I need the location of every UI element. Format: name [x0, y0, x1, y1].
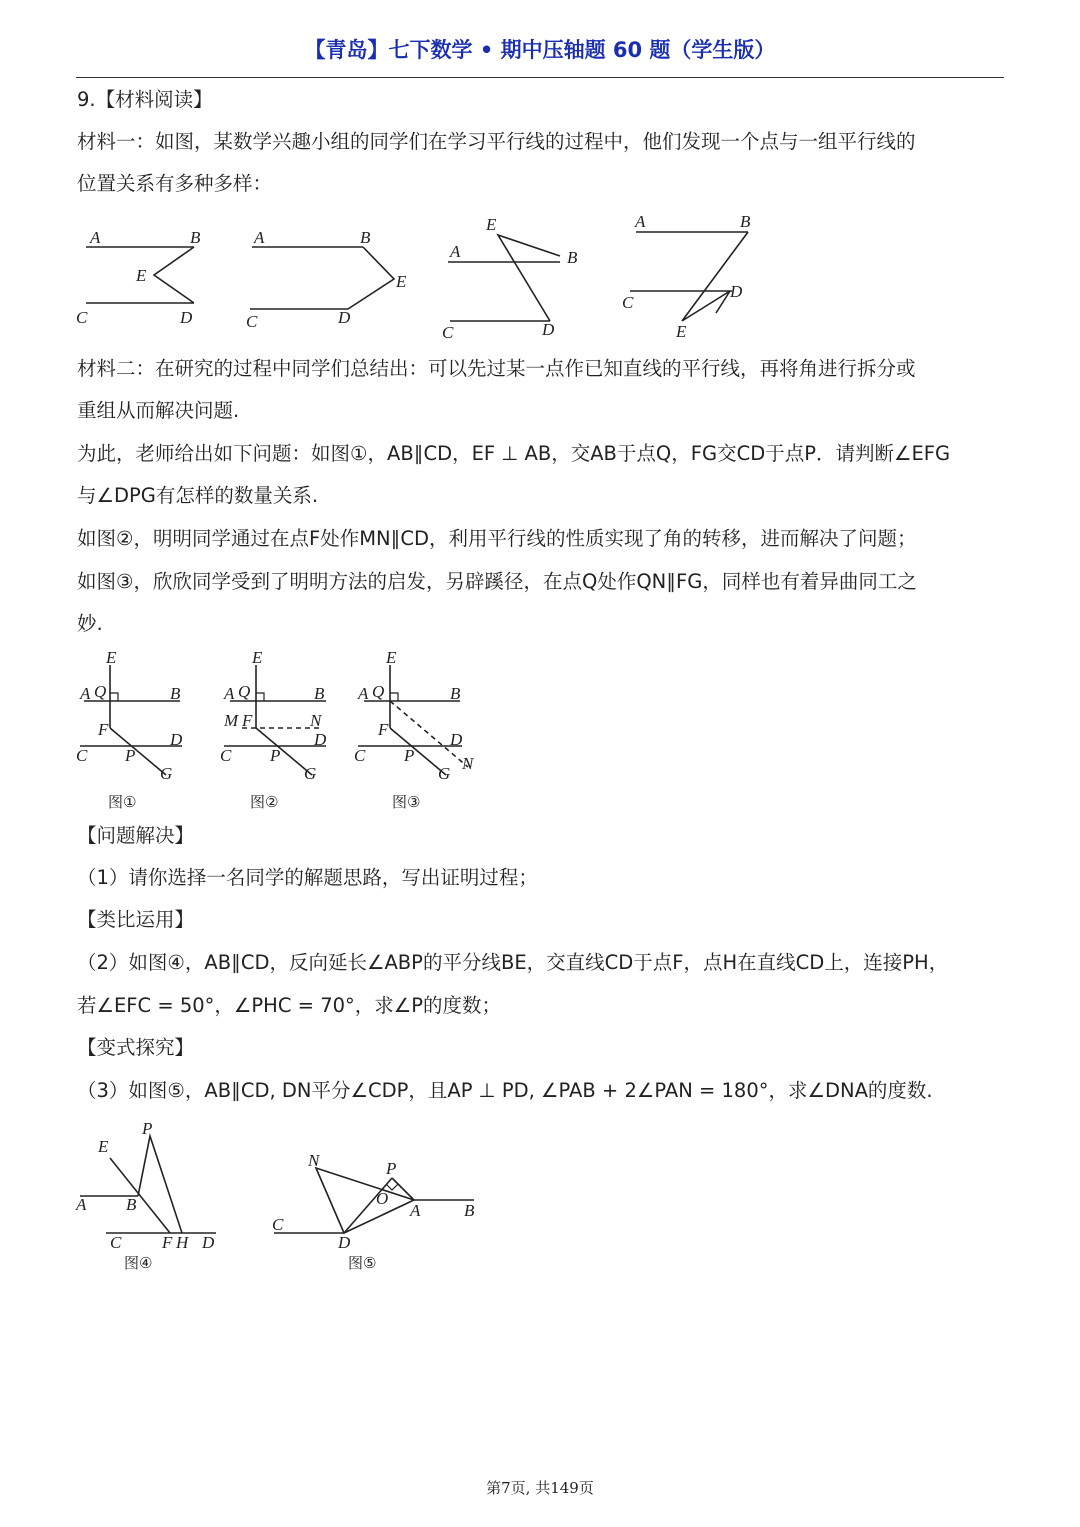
label-F: F — [242, 711, 253, 730]
label-E: E — [386, 648, 397, 667]
teacher-question-line1: 为此，老师给出如下问题：如图①，AB∥CD，EF ⊥ AB，交AB于点Q，FG交CD于点P．请判断∠EFG — [77, 442, 951, 465]
label-A: A — [358, 684, 369, 703]
label-A: A — [76, 1195, 87, 1214]
label-B: B — [360, 228, 371, 247]
label-N: N — [308, 1151, 320, 1170]
label-D: D — [338, 308, 351, 327]
label-P: P — [125, 746, 136, 765]
section-variant: 【变式探究】 — [77, 1036, 195, 1059]
label-E: E — [396, 272, 407, 291]
label-D: D — [450, 730, 463, 749]
label-D: D — [730, 282, 743, 301]
label-P: P — [142, 1119, 153, 1138]
label-B: B — [170, 684, 181, 703]
label-D: D — [202, 1233, 215, 1252]
label-C: C — [246, 312, 258, 331]
label-O: O — [376, 1189, 389, 1208]
caption-fig1: 图① — [108, 793, 137, 811]
label-A: A — [80, 684, 91, 703]
label-D: D — [180, 308, 193, 327]
label-B: B — [190, 228, 201, 247]
caption-fig5: 图⑤ — [348, 1254, 377, 1272]
label-G: G — [438, 764, 451, 783]
label-E: E — [486, 215, 497, 234]
question-1: （1）请你选择一名同学的解题思路，写出证明过程； — [77, 866, 538, 889]
question-3: （3）如图⑤，AB∥CD, DN平分∠CDP，且AP ⊥ PD, ∠PAB + 2∠PAN = 180°，求∠DNA的度数. — [77, 1079, 933, 1102]
caption-fig3: 图③ — [392, 793, 421, 811]
label-A: A — [90, 228, 101, 247]
label-P: P — [270, 746, 281, 765]
label-D: D — [314, 730, 327, 749]
teacher-question-line2: 与∠DPG有怎样的数量关系. — [77, 484, 319, 507]
label-F: F — [98, 720, 109, 739]
label-C: C — [272, 1215, 284, 1234]
figure2-description: 如图②，明明同学通过在点F处作MN∥CD，利用平行线的性质实现了角的转移，进而解决了问题； — [77, 527, 917, 550]
label-C: C — [622, 293, 634, 312]
figure3-description-line1: 如图③，欣欣同学受到了明明方法的启发，另辟蹊径，在点Q处作QN∥FG，同样也有着异曲同工之 — [77, 570, 917, 593]
label-E: E — [252, 648, 263, 667]
problem-number-title: 9.【材料阅读】 — [77, 88, 213, 111]
label-A: A — [410, 1201, 421, 1220]
label-N: N — [310, 711, 322, 730]
label-Q: Q — [238, 682, 251, 701]
label-P: P — [404, 746, 415, 765]
label-P: P — [386, 1159, 397, 1178]
label-F: F — [162, 1233, 173, 1252]
label-B: B — [314, 684, 325, 703]
label-G: G — [160, 764, 173, 783]
label-Q: Q — [372, 682, 385, 701]
caption-fig2: 图② — [250, 793, 279, 811]
label-G: G — [304, 764, 317, 783]
material2-line2: 重组从而解决问题. — [77, 399, 240, 422]
label-E: E — [98, 1137, 109, 1156]
material1-figures — [70, 205, 770, 345]
figures-4-and-5 — [70, 1118, 490, 1278]
figures-1-to-3 — [70, 645, 490, 820]
label-C: C — [354, 746, 366, 765]
label-C: C — [442, 323, 454, 342]
material1-line1: 材料一：如图，某数学兴趣小组的同学们在学习平行线的过程中，他们发现一个点与一组平行线的 — [77, 130, 916, 153]
label-D: D — [542, 320, 555, 339]
label-H: H — [176, 1233, 189, 1252]
label-A: A — [224, 684, 235, 703]
section-problem-solving: 【问题解决】 — [77, 824, 195, 847]
page-footer-number: 第7页, 共149页 — [486, 1479, 594, 1497]
label-Q: Q — [94, 682, 107, 701]
label-C: C — [76, 308, 88, 327]
label-B: B — [450, 684, 461, 703]
label-E: E — [106, 648, 117, 667]
label-C: C — [76, 746, 88, 765]
label-C: C — [110, 1233, 122, 1252]
question-2-line1: （2）如图④，AB∥CD，反向延长∠ABP的平分线BE，交直线CD于点F，点H在直线CD上，连接PH， — [77, 951, 949, 974]
label-B: B — [126, 1195, 137, 1214]
material1-line2: 位置关系有多种多样： — [77, 172, 273, 195]
label-B: B — [464, 1201, 475, 1220]
label-E: E — [676, 322, 687, 341]
label-A: A — [450, 242, 461, 261]
label-B: B — [567, 248, 578, 267]
page-header-title: 【青岛】七下数学 • 期中压轴题 60 题（学生版） — [304, 38, 776, 62]
label-C: C — [220, 746, 232, 765]
label-M: M — [224, 711, 239, 730]
caption-fig4: 图④ — [124, 1254, 153, 1272]
question-2-line2: 若∠EFC = 50°，∠PHC = 70°，求∠P的度数； — [77, 994, 501, 1017]
label-N: N — [462, 754, 474, 773]
label-E: E — [136, 266, 147, 285]
material2-line1: 材料二：在研究的过程中同学们总结出：可以先过某一点作已知直线的平行线，再将角进行拆分或 — [77, 357, 916, 380]
label-B: B — [740, 212, 751, 231]
header-divider — [76, 77, 1004, 78]
label-A: A — [635, 212, 646, 231]
section-analogy: 【类比运用】 — [77, 908, 195, 931]
figure3-description-line2: 妙. — [77, 612, 103, 635]
label-A: A — [254, 228, 265, 247]
label-D: D — [170, 730, 183, 749]
label-F: F — [378, 720, 389, 739]
label-D: D — [338, 1233, 351, 1252]
